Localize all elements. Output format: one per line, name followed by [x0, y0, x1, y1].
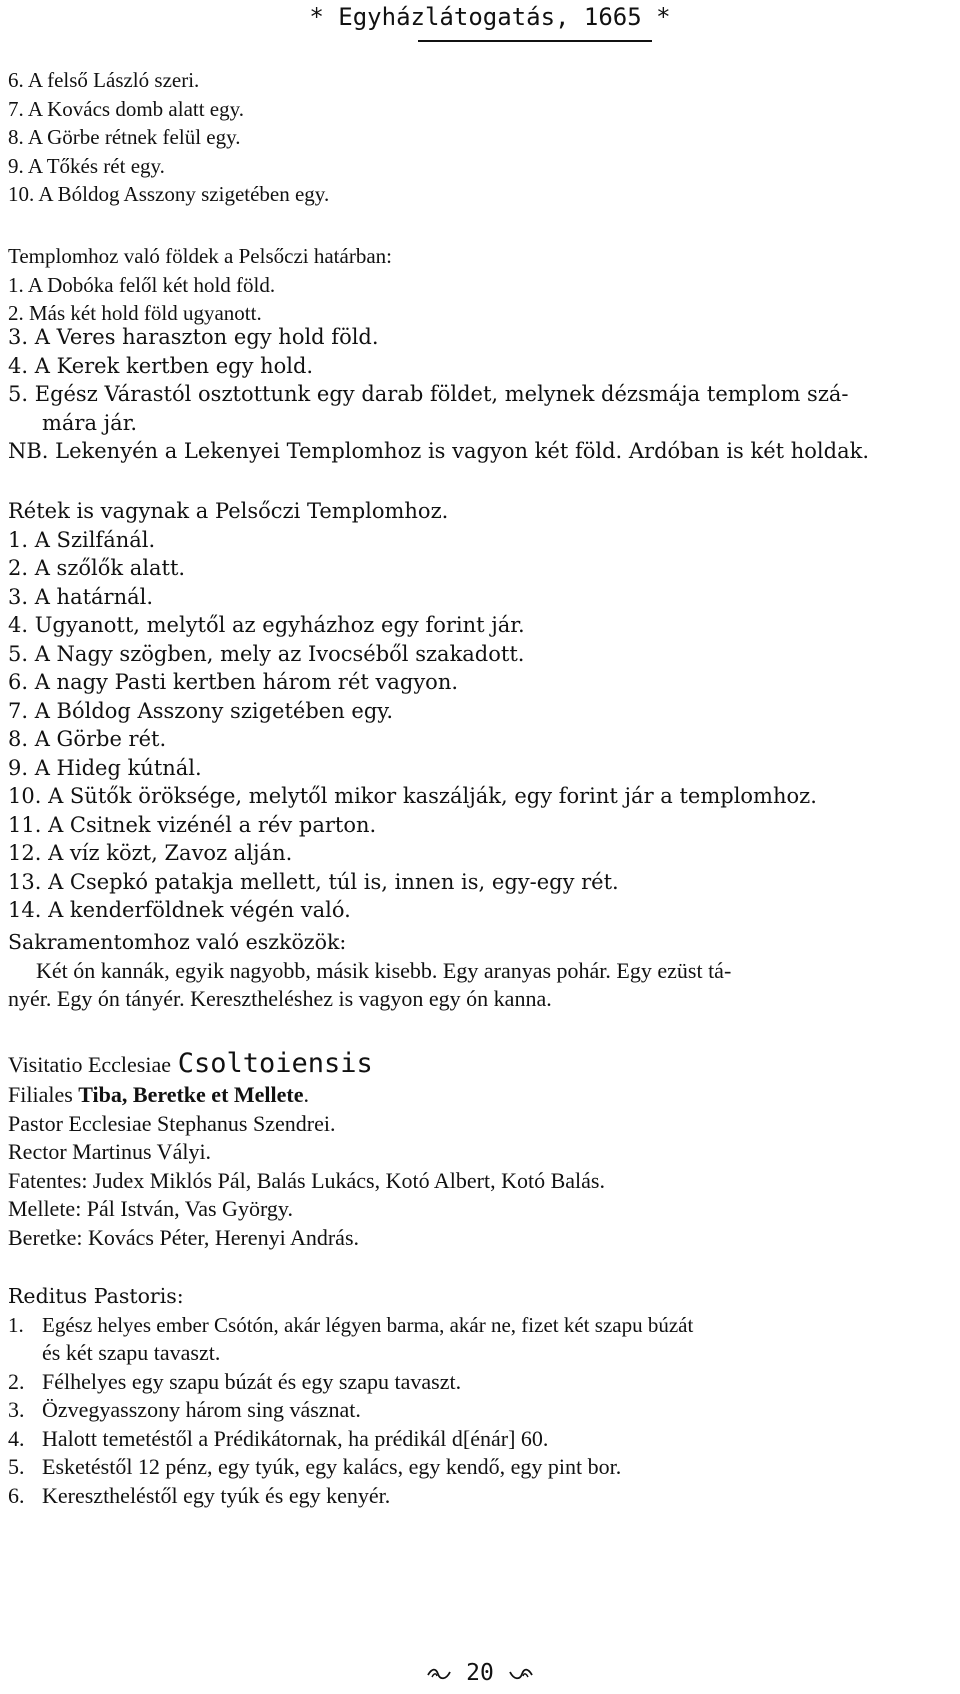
list-item: 2. A szőlők alatt.	[8, 556, 186, 580]
nb-note: NB. Lekenyén a Lekenyei Templomhoz is vagyon két föld. Ardóban is két holdak.	[8, 439, 869, 463]
list-item: 6. A felső László szeri.	[8, 68, 200, 92]
section-heading: Templomhoz való földek a Pelsőczi határban:	[8, 244, 392, 268]
sakramentom-section	[8, 928, 954, 1014]
list-item: 4. A Kerek kertben egy hold.	[8, 353, 314, 378]
section-heading: Sakramentomhoz való eszközök:	[8, 930, 347, 954]
page-number: 20	[466, 1660, 494, 1686]
list-item: 11. A Csitnek vizénél a rév parton.	[8, 812, 377, 837]
text-line: Rector Martinus Vályi.	[8, 1139, 212, 1164]
list-item: 1. Egész helyes ember Csótón, akár légyen barma, akár ne, fizet két szapu búzát	[8, 1312, 694, 1337]
list-item: 3. A határnál.	[8, 584, 154, 609]
text-line: Pastor Ecclesiae Stephanus Szendrei.	[8, 1110, 336, 1136]
list-item: 5. Egész Várastól osztottunk egy darab földet, melynek dézsmája templom szá-	[8, 382, 849, 406]
list-item: 5. Esketéstől 12 pénz, egy tyúk, egy kalács, egy kendő, egy pint bor.	[8, 1454, 622, 1479]
list-item: 1. A Szilfánál.	[8, 527, 156, 552]
list-item: 4. Ugyanott, melytől az egyházhoz egy forint jár.	[8, 613, 525, 637]
list-item: 14. A kenderföldnek végén való.	[8, 898, 351, 922]
list-item: 1. A Dobóka felől két hold föld.	[8, 272, 276, 297]
list-item: 2. Más két hold föld ugyanott.	[8, 301, 262, 325]
section-heading: Rétek is vagynak a Pelsőczi Templomhoz.	[8, 499, 449, 523]
list-item: 8. A Görbe rét.	[8, 727, 167, 751]
list-item: 12. A víz közt, Zavoz alján.	[8, 841, 293, 865]
retek-section	[8, 497, 954, 925]
list-item-continuation: és két szapu tavaszt.	[42, 1340, 221, 1365]
list-item: 2. Félhelyes egy szapu búzát és egy szapu tavaszt.	[8, 1368, 462, 1394]
templom-foldek-section-cont	[8, 323, 954, 466]
list-item-continuation: mára jár.	[42, 410, 138, 435]
visitatio-title: Visitatio Ecclesiae Csoltoiensis	[8, 1048, 373, 1079]
list-item: 10. A Sütők öröksége, melytől mikor kaszálják, egy forint jár a templomhoz.	[8, 784, 817, 808]
list-item: 3. Özvegyasszony három sing vásznat.	[8, 1397, 361, 1422]
list-item: 5. A Nagy szögben, mely az Ivocséből szakadott.	[8, 641, 525, 666]
list-item: 8. A Görbe rétnek felül egy.	[8, 125, 241, 149]
page-footer	[0, 1658, 960, 1688]
header-rule	[418, 40, 652, 42]
list-item: 7. A Bóldog Asszony szigetében egy.	[8, 698, 394, 723]
templom-foldek-section	[8, 242, 954, 328]
section-heading: Reditus Pastoris:	[8, 1284, 184, 1308]
list-item: 7. A Kovács domb alatt egy.	[8, 96, 245, 121]
text-line: Fatentes: Judex Miklós Pál, Balás Lukács, Kotó Albert, Kotó Balás.	[8, 1167, 605, 1193]
paragraph-line: nyér. Egy ón tányér. Keresztheléshez is vagyon egy ón kanna.	[8, 986, 552, 1011]
ornament-right-icon	[508, 1667, 534, 1681]
list-item: 6. Keresztheléstől egy tyúk és egy kenyér.	[8, 1482, 391, 1508]
ornament-left-icon	[426, 1667, 452, 1681]
list-a	[8, 66, 954, 209]
list-item: 6. A nagy Pasti kertben három rét vagyon.	[8, 670, 459, 694]
filiales-line: Filiales Tiba, Beretke et Mellete.	[8, 1082, 310, 1107]
list-item: 4. Halott temetéstől a Prédikátornak, ha prédikál d[énár] 60.	[8, 1425, 549, 1451]
text-line: Beretke: Kovács Péter, Herenyi András.	[8, 1224, 360, 1250]
list-item: 9. A Tőkés rét egy.	[8, 153, 165, 178]
reditus-section	[8, 1282, 954, 1510]
paragraph-line: Két ón kannák, egyik nagyobb, másik kisebb. Egy aranyas pohár. Egy ezüst tá-	[36, 957, 732, 983]
visitatio-section	[8, 1048, 954, 1252]
list-item: 9. A Hideg kútnál.	[8, 755, 202, 780]
list-item: 3. A Veres haraszton egy hold föld.	[8, 325, 379, 349]
list-item: 13. A Csepkó patakja mellett, túl is, innen is, egy-egy rét.	[8, 869, 619, 894]
list-item: 10. A Bóldog Asszony szigetében egy.	[8, 182, 330, 206]
text-line: Mellete: Pál István, Vas György.	[8, 1196, 293, 1221]
running-header: * Egyházlátogatás, 1665 *	[309, 3, 671, 31]
